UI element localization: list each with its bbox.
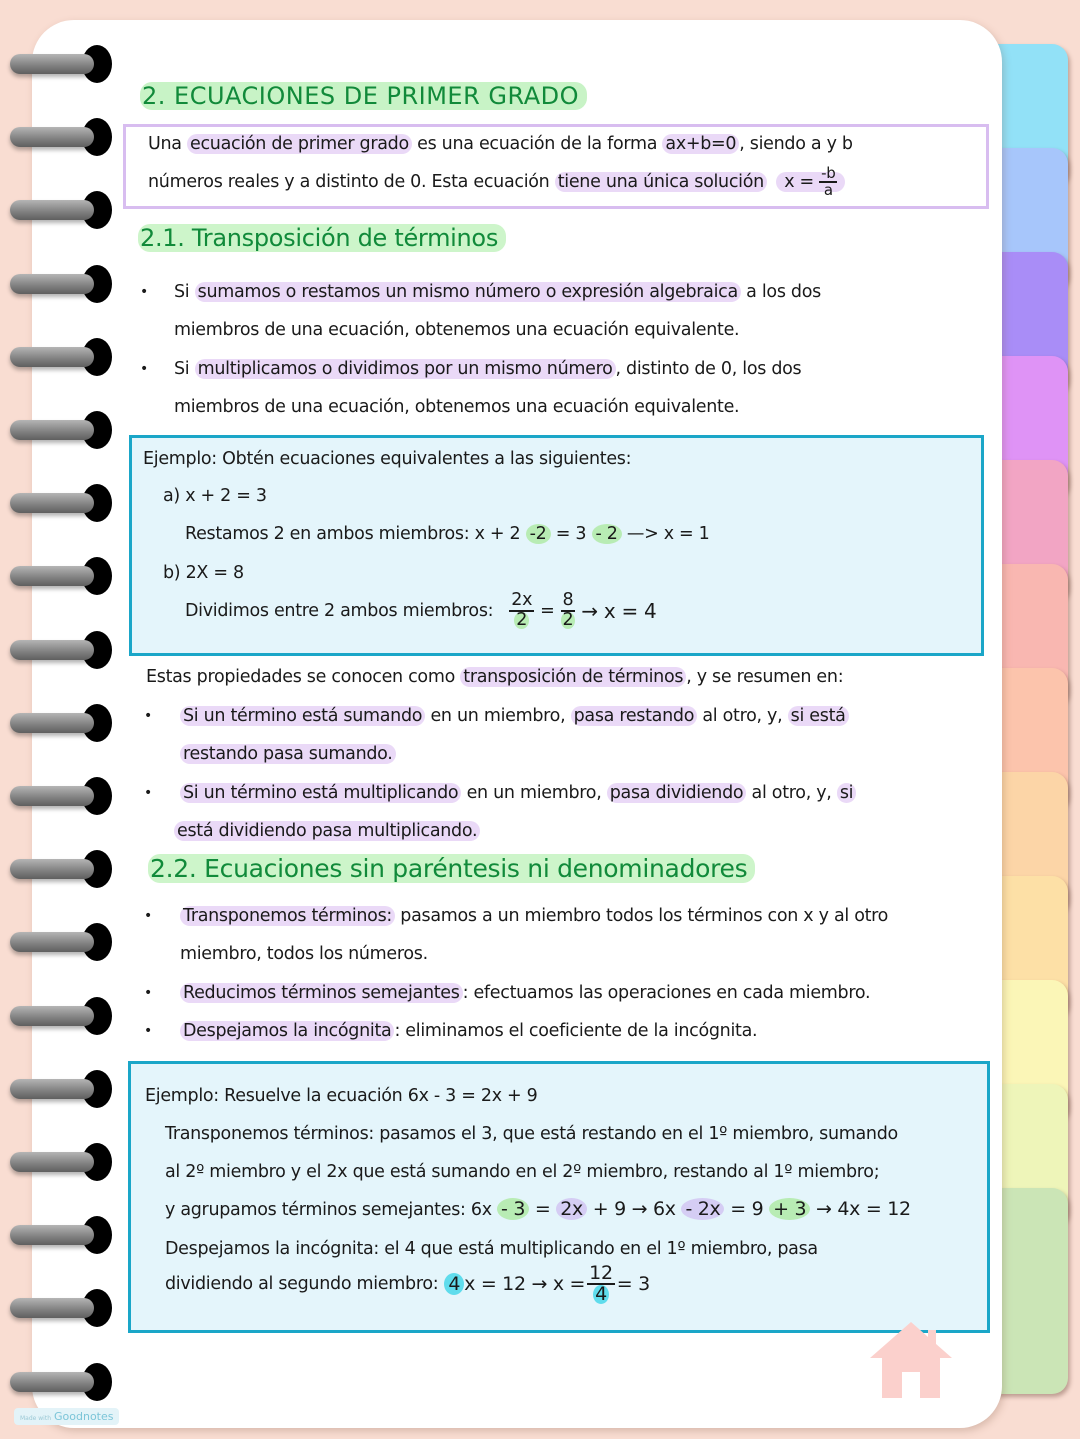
- rule-text: Si un término está sumando en un miembro, pasa restando al otro, y, si está: [180, 706, 849, 726]
- definition-line-1: Una ecuación de primer grado es una ecuación de la forma ax+b=0 , siendo a y b: [148, 134, 853, 154]
- definition-line-2: números reales y a distinto de 0. Esta ecuación tiene una única solución x = $\frac{-b}{a}$: [148, 166, 845, 198]
- highlight: ecuación de primer grado: [187, 134, 412, 154]
- ring-bar: [10, 932, 94, 952]
- ring-bar: [10, 347, 94, 367]
- rule-text-cont: restando pasa sumando.: [180, 744, 396, 764]
- home-icon[interactable]: [870, 1322, 952, 1398]
- bullet-dot: •: [144, 985, 153, 1001]
- example-b-step: Dividimos entre 2 ambos miembros: $\frac{2x}{2}$ = $\frac{8}{2}$ → x = 4: [185, 590, 657, 630]
- ring-bar: [10, 420, 94, 440]
- bullet-text: Si multiplicamos o dividimos por un mismo número , distinto de 0, los dos: [174, 359, 802, 379]
- spiral-ring-icon: [10, 45, 104, 83]
- rule-text-cont: está dividiendo pasa multiplicando.: [174, 821, 480, 841]
- bullet-dot: •: [144, 908, 153, 924]
- spiral-ring-icon: [10, 484, 104, 522]
- example-line: Despejamos la incógnita: el 4 que está multiplicando en el 1º miembro, pasa: [165, 1239, 818, 1259]
- spiral-ring-icon: [10, 265, 104, 303]
- spiral-ring-icon: [10, 997, 104, 1035]
- bullet-text-cont: miembros de una ecuación, obtenemos una ecuación equivalente.: [174, 320, 740, 340]
- ring-bar: [10, 200, 94, 220]
- ring-bar: [10, 1152, 94, 1172]
- example-line: Transponemos términos: pasamos el 3, que está restando en el 1º miembro, sumando: [165, 1124, 898, 1144]
- bullet-dot: •: [140, 284, 149, 300]
- step-text: Transponemos términos: pasamos a un miembro todos los términos con x y al otro: [180, 906, 888, 926]
- ring-bar: [10, 786, 94, 806]
- spiral-ring-icon: [10, 338, 104, 376]
- spiral-ring-icon: [10, 1070, 104, 1108]
- ring-bar: [10, 566, 94, 586]
- goodnotes-watermark: Made with Goodnotes: [14, 1408, 119, 1425]
- spiral-ring-icon: [10, 777, 104, 815]
- spiral-ring-icon: [10, 1143, 104, 1181]
- ring-bar: [10, 859, 94, 879]
- subsection-title-2-1: 2.1. Transposición de términos: [138, 224, 506, 252]
- step-text: Reducimos términos semejantes : efectuamos las operaciones en cada miembro.: [180, 983, 870, 1003]
- section-title: [140, 82, 587, 110]
- spiral-ring-icon: [10, 1363, 104, 1401]
- example-line-equation: y agrupamos términos semejantes: 6x - 3 = 2x + 9 → 6x - 2x = 9 + 3 → 4x = 12: [165, 1198, 911, 1220]
- example-line: al 2º miembro y el 2x que está sumando en el 2º miembro, restando al 1º miembro;: [165, 1162, 880, 1182]
- ring-bar: [10, 713, 94, 733]
- spiral-ring-icon: [10, 704, 104, 742]
- example-title: Ejemplo: Obtén ecuaciones equivalentes a las siguientes:: [143, 449, 632, 469]
- highlight: tiene una única solución: [555, 172, 767, 192]
- rule-text: Si un término está multiplicando en un miembro, pasa dividiendo al otro, y, si: [180, 783, 856, 803]
- spiral-ring-icon: [10, 631, 104, 669]
- bullet-dot: •: [144, 708, 153, 724]
- ring-bar: [10, 1079, 94, 1099]
- spiral-ring-icon: [10, 923, 104, 961]
- step-text: Despejamos la incógnita : eliminamos el coeficiente de la incógnita.: [180, 1021, 757, 1041]
- example-title: Ejemplo: Resuelve la ecuación 6x - 3 = 2x + 9: [145, 1086, 538, 1106]
- ring-bar: [10, 493, 94, 513]
- ring-bar: [10, 1225, 94, 1245]
- example-a-label: a) x + 2 = 3: [163, 486, 267, 506]
- fraction: $\frac{8}{2}$: [562, 590, 574, 630]
- fraction: $\frac{12}{4}$: [589, 1262, 613, 1305]
- bullet-dot: •: [140, 361, 149, 377]
- highlight: ax+b=0: [662, 134, 739, 154]
- ring-bar: [10, 640, 94, 660]
- ring-bar: [10, 274, 94, 294]
- bullet-text-cont: miembros de una ecuación, obtenemos una ecuación equivalente.: [174, 397, 740, 417]
- spiral-ring-icon: [10, 411, 104, 449]
- ring-bar: [10, 1298, 94, 1318]
- section-title-text: 2. ECUACIONES DE PRIMER GRADO: [140, 82, 587, 110]
- example-b-label: b) 2X = 8: [163, 563, 244, 583]
- step-text-cont: miembro, todos los números.: [180, 944, 428, 964]
- bullet-dot: •: [144, 1023, 153, 1039]
- fraction: $\frac{-b}{a}$: [821, 164, 836, 199]
- spiral-ring-icon: [10, 118, 104, 156]
- summary-intro: Estas propiedades se conocen como transposición de términos , y se resumen en:: [146, 667, 844, 687]
- spiral-ring-icon: [10, 1289, 104, 1327]
- fraction: $\frac{2x}{2}$: [511, 590, 533, 630]
- bullet-text: Si sumamos o restamos un mismo número o expresión algebraica a los dos: [174, 282, 821, 302]
- example-line-result: dividiendo al segundo miembro: 4 x = 12 → x = $\frac{12}{4}$ = 3: [165, 1262, 650, 1305]
- ring-bar: [10, 1006, 94, 1026]
- ring-bar: [10, 1372, 94, 1392]
- ring-bar: [10, 127, 94, 147]
- spiral-ring-icon: [10, 850, 104, 888]
- spiral-ring-icon: [10, 191, 104, 229]
- spiral-ring-icon: [10, 557, 104, 595]
- solution-formula: x = $\frac{-b}{a}$: [776, 172, 845, 192]
- bullet-dot: •: [144, 785, 153, 801]
- example-a-step: Restamos 2 en ambos miembros: x + 2 -2 = 3 - 2 —> x = 1: [185, 524, 710, 544]
- subsection-title-2-2: 2.2. Ecuaciones sin paréntesis ni denominadores: [148, 854, 755, 883]
- ring-bar: [10, 54, 94, 74]
- spiral-ring-icon: [10, 1216, 104, 1254]
